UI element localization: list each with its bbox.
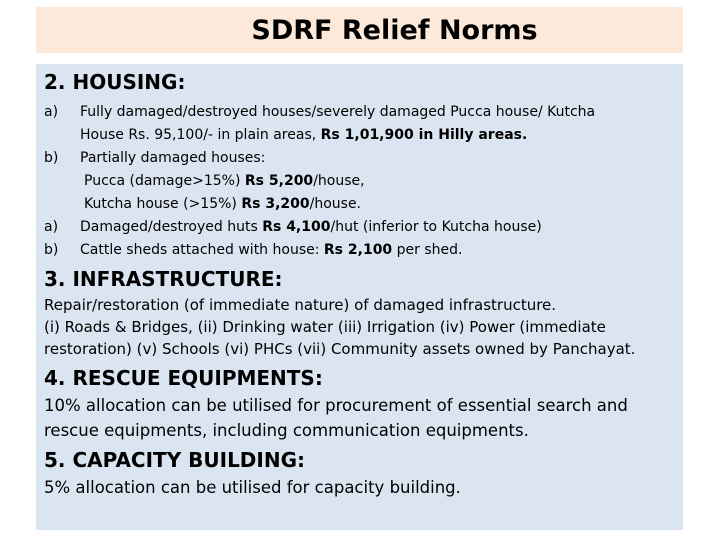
item-continuation — [44, 124, 683, 147]
list-item — [44, 239, 683, 262]
capacity-text — [44, 475, 683, 500]
infrastructure-text — [44, 294, 683, 360]
title-bar — [36, 7, 683, 53]
item-label: a) — [44, 104, 59, 120]
page-title: SDRF Relief Norms — [251, 14, 538, 46]
list-item — [44, 101, 683, 124]
paragraph-line: Repair/restoration (of immediate nature) of damaged infrastructure. — [44, 296, 557, 314]
rescue-text — [44, 393, 683, 443]
item-text: /hut (inferior to Kutcha house) — [330, 219, 542, 235]
item-text: per shed. — [392, 242, 463, 258]
item-amount: Rs 3,200 — [241, 196, 310, 212]
item-label: a) — [44, 219, 59, 235]
item-amount: Rs 4,100 — [262, 219, 331, 235]
item-text: /house. — [309, 196, 362, 212]
content-panel — [36, 64, 683, 530]
item-text — [80, 216, 542, 239]
item-text: Partially damaged houses: — [80, 150, 266, 166]
item-text: Pucca (damage>15%) — [84, 173, 245, 189]
item-amount: Rs 5,200 — [244, 173, 314, 189]
item-sub-line — [44, 193, 683, 216]
item-text: Fully damaged/destroyed houses/severely damaged Pucca house/ Kutcha — [80, 104, 596, 120]
paragraph-line: rescue equipments, including communication equipments. — [44, 421, 529, 440]
paragraph-line: (i) Roads & Bridges, (ii) Drinking water (iii) Irrigation (iv) Power (immediate — [44, 318, 606, 336]
item-text — [80, 239, 462, 262]
capacity-heading: 5. CAPACITY BUILDING: — [44, 448, 306, 472]
list-item — [44, 147, 683, 170]
item-label: b) — [44, 242, 59, 258]
item-text: Damaged/destroyed huts — [80, 219, 263, 235]
item-text: House Rs. 95,100/- in plain areas, — [80, 127, 321, 143]
rescue-heading: 4. RESCUE EQUIPMENTS: — [44, 366, 323, 390]
housing-list — [44, 101, 683, 262]
item-text: Cattle sheds attached with house: — [80, 242, 324, 258]
item-label: b) — [44, 150, 59, 166]
item-text: Kutcha house (>15%) — [84, 196, 242, 212]
list-item — [44, 216, 683, 239]
paragraph-line: 5% allocation can be utilised for capacity building. — [44, 478, 461, 497]
housing-heading: 2. HOUSING: — [44, 70, 186, 94]
infrastructure-heading: 3. INFRASTRUCTURE: — [44, 267, 283, 291]
item-amount: Rs 2,100 — [323, 242, 393, 258]
item-sub-line — [44, 170, 683, 193]
item-amount: Rs 1,01,900 in Hilly areas. — [320, 127, 528, 143]
paragraph-line: 10% allocation can be utilised for procurement of essential search and — [44, 396, 628, 415]
item-text: /house, — [313, 173, 365, 189]
paragraph-line: restoration) (v) Schools (vi) PHCs (vii) Community assets owned by Panchayat. — [44, 340, 636, 358]
